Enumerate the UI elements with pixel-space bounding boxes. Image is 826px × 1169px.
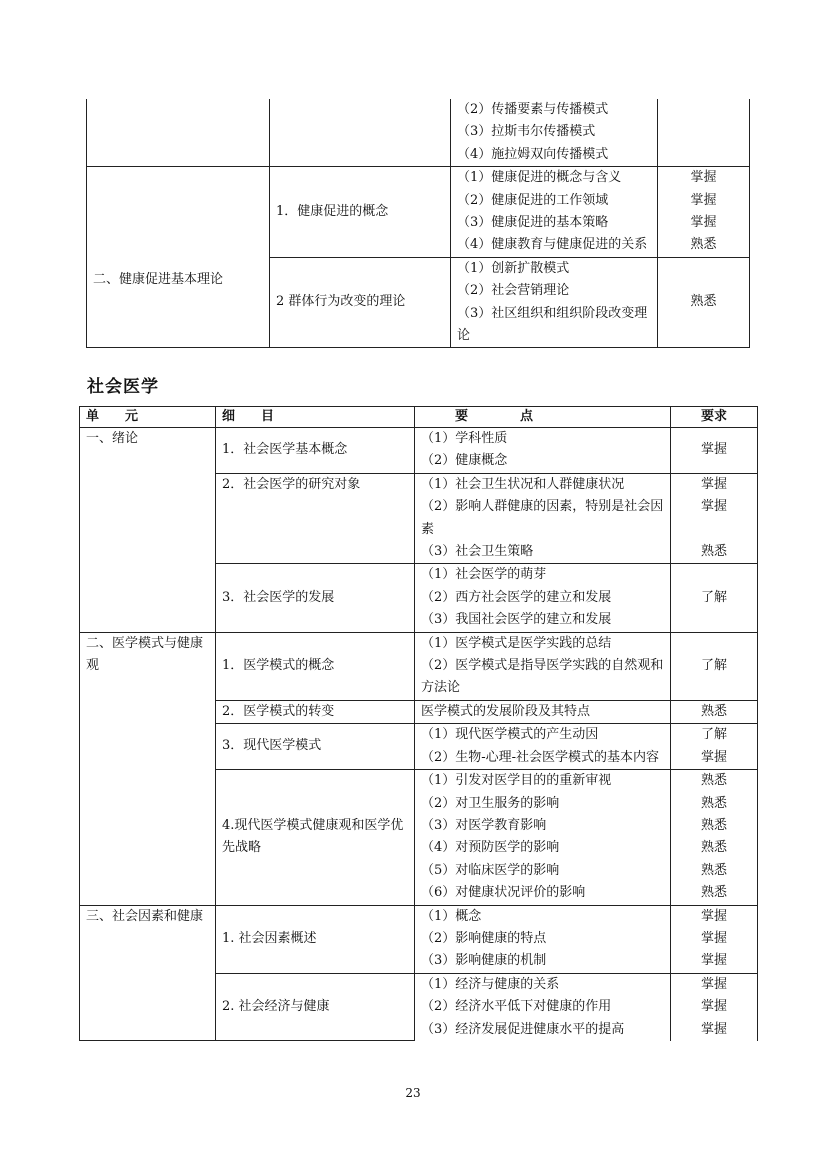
point-text: （2）健康概念: [421, 453, 508, 469]
empty-cell: [87, 99, 270, 167]
req-text: 熟悉: [690, 237, 717, 253]
points-cell: [415, 632, 671, 700]
req-text: 掌握: [700, 908, 727, 924]
point-text: （3）经济发展促进健康水平的提高: [421, 1021, 625, 1037]
req-cell: 掌握: [671, 428, 758, 474]
table-row: [80, 905, 758, 973]
point-text: （1）现代医学模式的产生动因: [421, 727, 599, 743]
header-point: 要 点: [415, 407, 671, 428]
point-text: （1）创新扩散模式: [457, 260, 570, 276]
point-text: （1）健康促进的概念与含义: [457, 170, 622, 186]
social-medicine-table: [79, 406, 758, 1041]
unit-cell: 二、健康促进基本理论: [87, 167, 270, 348]
point-text: （3）社区组织和组织阶段改变理论: [457, 305, 648, 344]
point-text: （1）引发对医学目的的重新审视: [421, 773, 612, 789]
points-cell: [415, 973, 671, 1041]
req-text: 掌握: [700, 499, 727, 515]
req-text: 掌握: [700, 999, 727, 1015]
req-text: 熟悉: [700, 795, 727, 811]
points-cell: [415, 724, 671, 770]
point-text: （2）传播要素与传播模式: [457, 102, 609, 117]
req-text: 掌握: [700, 930, 727, 946]
item-cell: 4.现代医学模式健康观和医学优先战略: [216, 770, 415, 905]
point-text: （5）对临床医学的影响: [421, 862, 560, 878]
unit-cell: 一、绪论: [80, 428, 216, 633]
item-cell: 3．现代医学模式: [216, 724, 415, 770]
point-text: （1）社会卫生状况和人群健康状况: [421, 476, 625, 492]
req-cell: 了解: [671, 564, 758, 632]
req-text: 掌握: [690, 192, 717, 208]
req-cell: [671, 473, 758, 564]
header-unit: 单 元: [80, 407, 216, 428]
points-cell: [415, 473, 671, 564]
req-text: 掌握: [690, 170, 717, 186]
point-text: （4）对预防医学的影响: [421, 840, 560, 856]
req-text: 熟悉: [700, 840, 727, 856]
req-text: 了解: [700, 727, 727, 743]
point-text: （2）影响健康的特点: [421, 930, 547, 946]
page-number: 23: [405, 1086, 421, 1100]
req-cell: [671, 724, 758, 770]
req-cell: 熟悉: [658, 257, 750, 348]
point-text: （2）健康促进的工作领域: [457, 192, 609, 208]
section-title: 社会医学: [87, 377, 159, 397]
points-cell: [415, 905, 671, 973]
point-text: （1）概念: [421, 908, 482, 924]
point-text: （2）医学模式是指导医学实践的自然观和方法论: [421, 658, 664, 696]
header-row: [80, 407, 758, 428]
point-text: （1）经济与健康的关系: [421, 976, 560, 992]
item-cell: 1. 社会因素概述: [216, 905, 415, 973]
item-cell: 2. 社会经济与健康: [216, 973, 415, 1041]
unit-cell: 三、社会因素和健康: [80, 905, 216, 1041]
point-text: （3）拉斯韦尔传播模式: [457, 124, 596, 140]
req-cell: 熟悉: [671, 700, 758, 723]
header-item: 细 目: [216, 407, 415, 428]
point-text: （2）生物-心理-社会医学模式的基本内容: [421, 749, 660, 765]
points-cell: [451, 99, 658, 167]
point-text: （3）健康促进的基本策略: [457, 215, 609, 231]
req-text: 掌握: [700, 476, 727, 492]
points-cell: [451, 167, 658, 258]
point-text: （3）影响健康的机制: [421, 953, 547, 969]
req-cell: [658, 167, 750, 258]
point-text: （1）医学模式是医学实践的总结: [421, 635, 612, 651]
point-text: （1）学科性质: [421, 431, 508, 446]
req-text: 掌握: [700, 953, 727, 969]
point-text: （3）社会卫生策略: [421, 544, 534, 560]
points-cell: [415, 428, 671, 474]
point-text: （4）健康教育与健康促进的关系: [457, 237, 648, 253]
point-text: （2）影响人群健康的因素，特别是社会因素: [421, 499, 664, 537]
table-row: [87, 167, 750, 258]
point-text: （2）对卫生服务的影响: [421, 795, 560, 811]
req-text: 熟悉: [700, 544, 727, 560]
req-text: 掌握: [690, 215, 717, 231]
empty-cell: [658, 99, 750, 167]
table-row: [80, 428, 758, 474]
point-text: （4）施拉姆双向传播模式: [457, 146, 609, 162]
req-cell: [671, 770, 758, 905]
points-cell: [415, 564, 671, 632]
point-text: （2）经济水平低下对健康的作用: [421, 999, 612, 1015]
points-cell: 医学模式的发展阶段及其特点: [415, 700, 671, 723]
item-cell: 1．社会医学基本概念: [216, 428, 415, 474]
header-req: 要求: [671, 407, 758, 428]
point-text: （6）对健康状况评价的影响: [421, 885, 586, 901]
item-cell: 1．医学模式的概念: [216, 632, 415, 700]
req-cell: 了解: [671, 632, 758, 700]
point-text: （1）社会医学的萌芽: [421, 567, 547, 583]
req-text: 掌握: [700, 1021, 727, 1037]
req-text: 熟悉: [700, 817, 727, 833]
item-cell: 3．社会医学的发展: [216, 564, 415, 632]
point-text: （3）对医学教育影响: [421, 817, 547, 833]
req-text: 掌握: [700, 976, 727, 992]
health-promotion-table: [86, 99, 750, 348]
req-text: 熟悉: [700, 773, 727, 789]
req-cell: [671, 973, 758, 1041]
point-text: （2）西方社会医学的建立和发展: [421, 589, 612, 605]
item-cell: 2．医学模式的转变: [216, 700, 415, 723]
point-text: （2）社会营销理论: [457, 283, 570, 299]
req-text: 掌握: [700, 749, 727, 765]
table-row: [87, 99, 750, 167]
req-text: 熟悉: [700, 862, 727, 878]
item-cell: 1．健康促进的概念: [270, 167, 451, 258]
empty-cell: [270, 99, 451, 167]
unit-cell: 二、医学模式与健康观: [80, 632, 216, 905]
req-cell: [671, 905, 758, 973]
item-cell: 2．社会医学的研究对象: [216, 473, 415, 564]
table-row: [80, 632, 758, 700]
points-cell: [451, 257, 658, 348]
points-cell: [415, 770, 671, 905]
req-text: 熟悉: [700, 885, 727, 901]
point-text: （3）我国社会医学的建立和发展: [421, 612, 612, 628]
item-cell: 2 群体行为改变的理论: [270, 257, 451, 348]
